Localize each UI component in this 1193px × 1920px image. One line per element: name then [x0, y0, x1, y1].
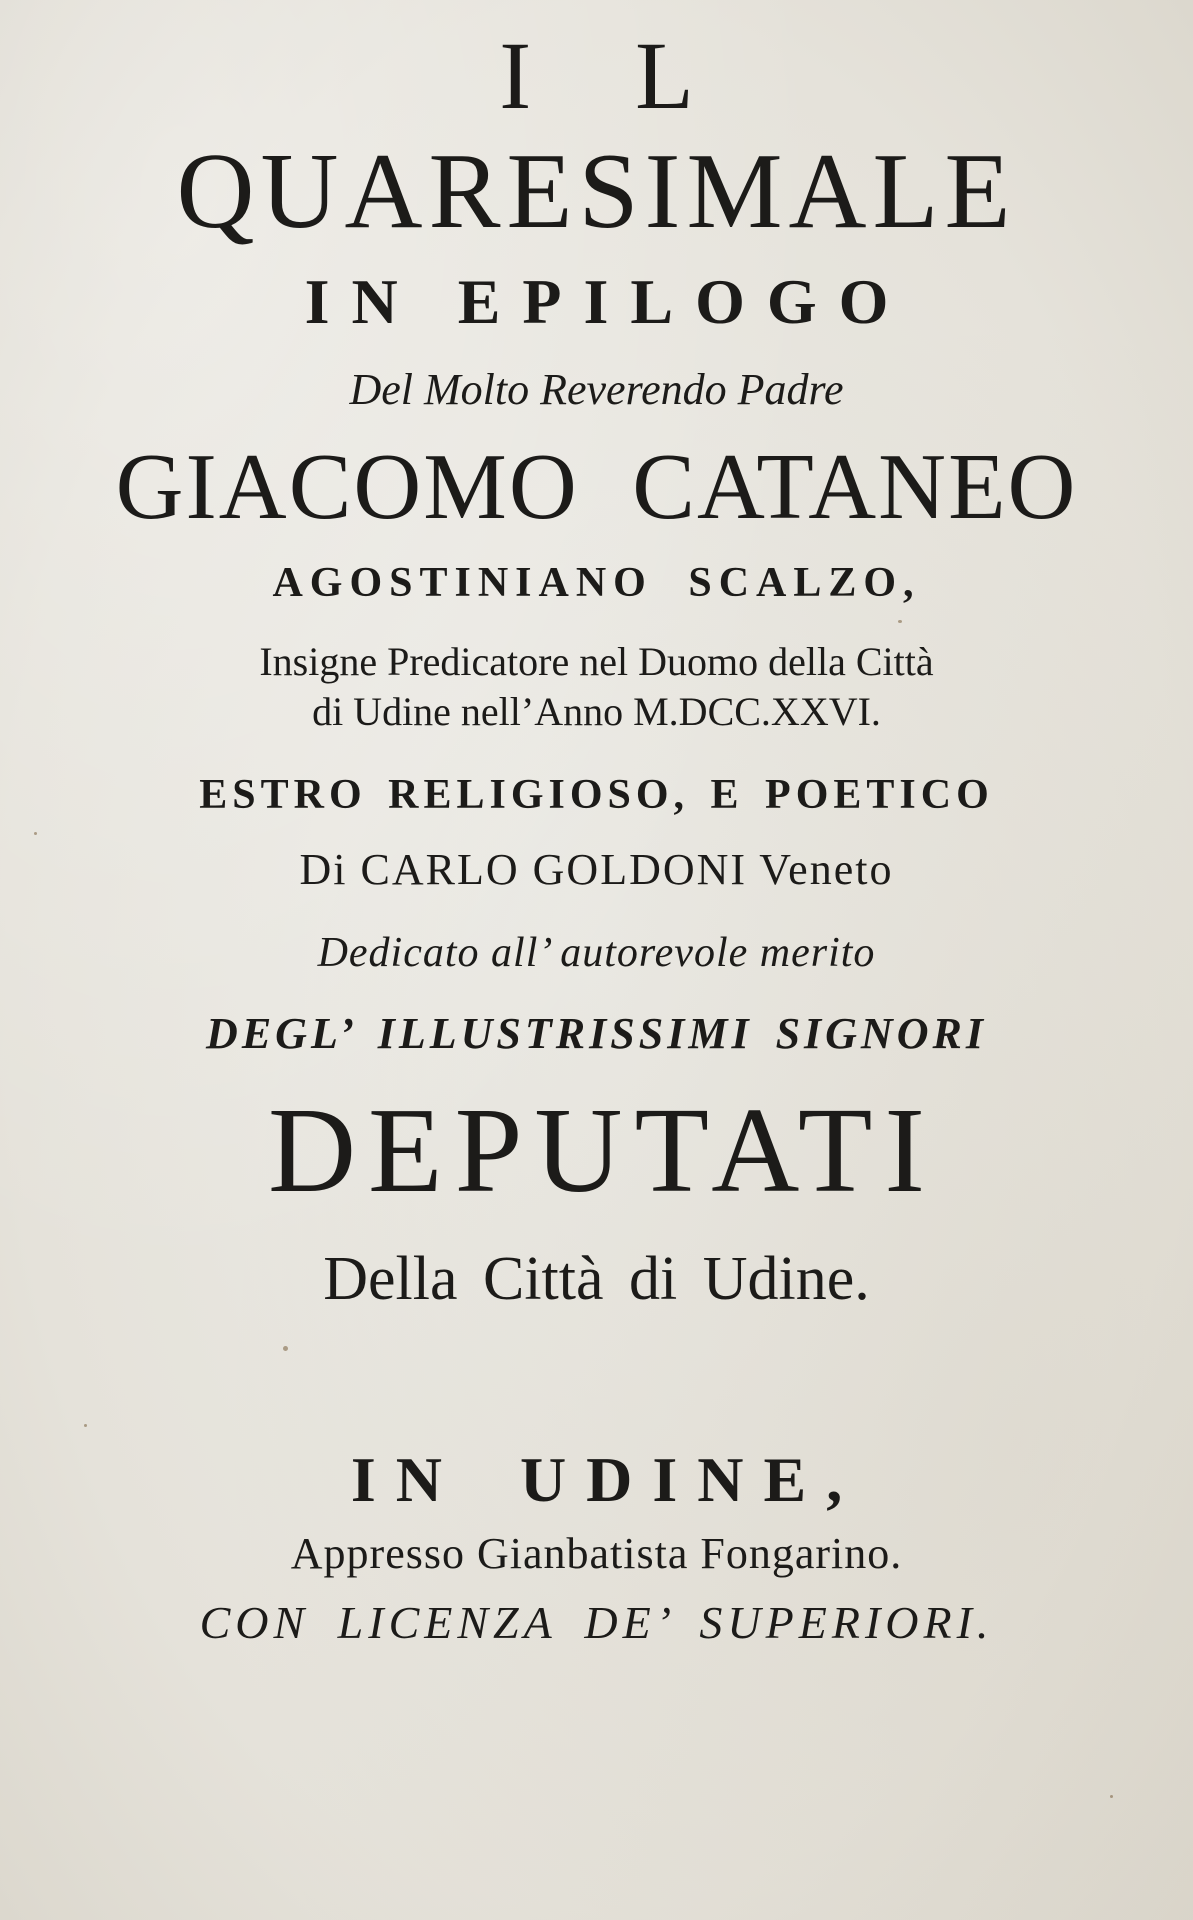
poet-credit: Di CARLO GOLDONI Veneto	[299, 845, 894, 894]
dedication-line: Dedicato all’ autorevole merito	[317, 930, 876, 976]
imprint-license: CON LICENZA DE’ SUPERIORI.	[199, 1597, 994, 1648]
paper-speck	[84, 1424, 87, 1427]
paper-speck	[898, 620, 902, 623]
author-description-line-2: di Udine nell’Anno M.DCC.XXVI.	[312, 689, 881, 734]
imprint-printer: Appresso Gianbatista Fongarino.	[290, 1529, 903, 1578]
author-order: AGOSTINIANO SCALZO,	[272, 560, 921, 606]
paper-speck	[283, 1346, 288, 1351]
author-name: GIACOMO CATANEO	[115, 435, 1078, 539]
subtitle: IN EPILOGO	[304, 266, 911, 337]
imprint-place: IN UDINE,	[350, 1444, 863, 1515]
main-title: QUARESIMALE	[176, 132, 1017, 251]
dedicatee-title: DEGL’ ILLUSTRISSIMI SIGNORI	[206, 1009, 987, 1058]
title-article: I L	[499, 22, 734, 129]
dedicatee-name: DEPUTATI	[267, 1083, 938, 1218]
paper-speck	[1110, 1795, 1113, 1798]
work-description: ESTRO RELIGIOSO, E POETICO	[199, 772, 994, 818]
author-honorific: Del Molto Reverendo Padre	[349, 365, 844, 414]
paper-speck	[34, 832, 37, 835]
dedicatee-city: Della Città di Udine.	[323, 1245, 870, 1313]
author-description-line-1: Insigne Predicatore nel Duomo della Città	[259, 639, 934, 684]
